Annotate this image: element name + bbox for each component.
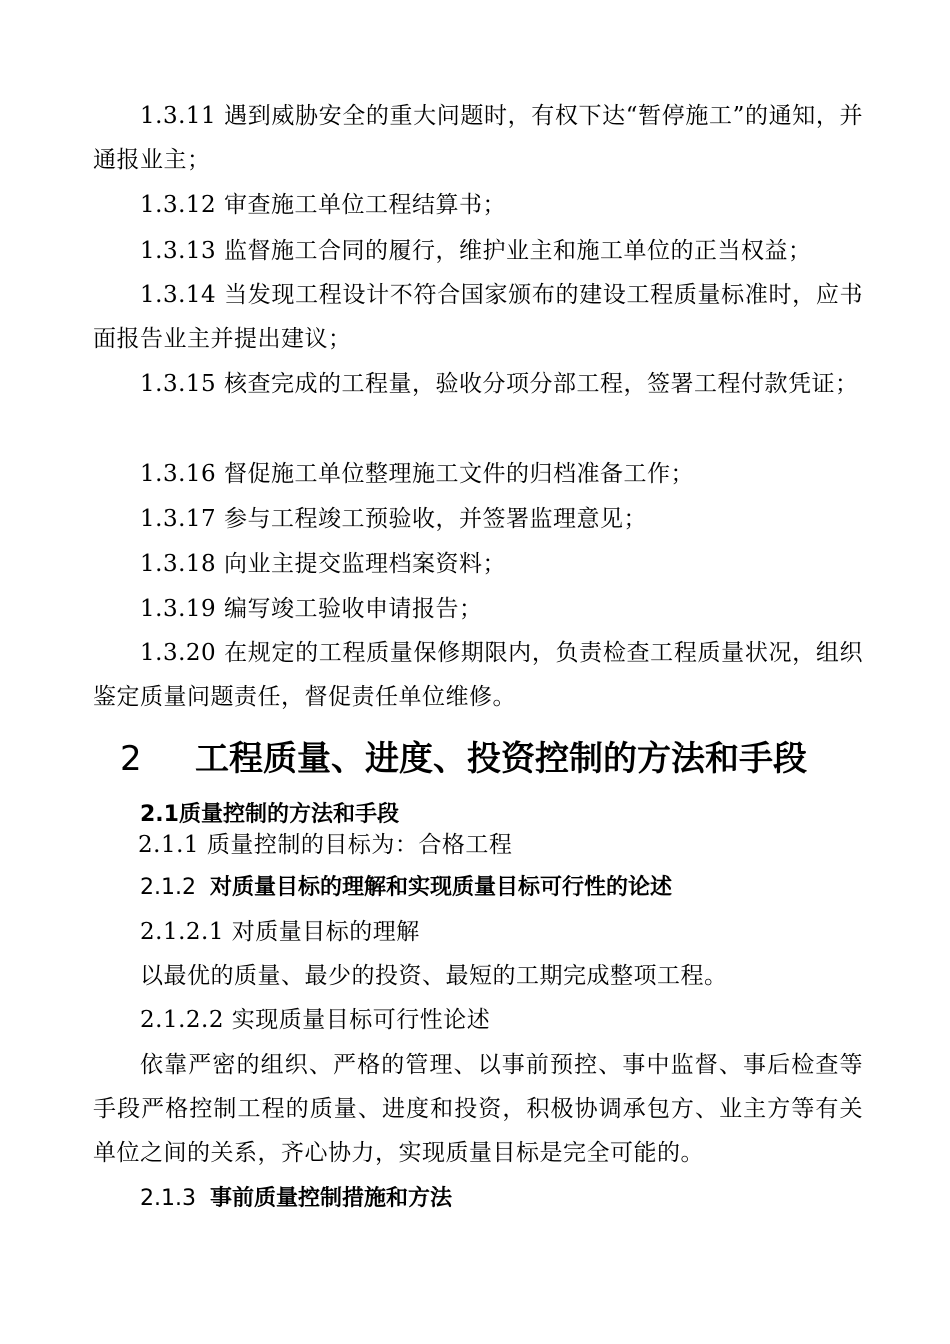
chapter-number: 2 — [120, 739, 142, 779]
feasibility-paragraph: 依靠严密的组织、严格的管理、以事前预控、事中监督、事后检查等手段严格控制工程的质量、进度和投资，积极协调承包方、业主方等有关单位之间的关系，齐心协力，实现质量目标是完全可能的。 — [93, 1052, 863, 1166]
section-heading-2-1-3 — [140, 1184, 452, 1214]
section-title: 事前质量控制措施和方法 — [209, 1186, 452, 1211]
quality-goal-text: 以最优的质量、最少的投资、最短的工期完成整项工程。 — [140, 963, 728, 989]
paragraph-1-3-15: 1.3.15 核查完成的工程量，验收分项分部工程，签署工程付款凭证； — [140, 371, 859, 397]
section-heading-2-1-2 — [140, 873, 672, 903]
paragraph-1-3-19: 1.3.19 编写竣工验收申请报告； — [140, 596, 483, 622]
section-title: 对质量目标的理解和实现质量目标可行性的论述 — [209, 875, 672, 900]
chapter-title: 工程质量、进度、投资控制的方法和手段 — [195, 739, 807, 779]
item-2-1-2-1: 2.1.2.1 对质量目标的理解 — [140, 919, 420, 945]
item-2-1-1: 2.1.1 质量控制的目标为：合格工程 — [138, 832, 513, 858]
paragraph-1-3-18: 1.3.18 向业主提交监理档案资料； — [140, 551, 506, 577]
paragraph-1-3-16: 1.3.16 督促施工单位整理施工文件的归档准备工作； — [140, 461, 694, 487]
paragraph-1-3-12: 1.3.12 审查施工单位工程结算书； — [140, 192, 506, 218]
paragraph-1-3-13: 1.3.13 监督施工合同的履行，维护业主和施工单位的正当权益； — [140, 238, 812, 264]
section-heading-2-1 — [140, 800, 399, 830]
chapter-heading — [120, 736, 807, 782]
section-number: 2.1 — [140, 802, 179, 827]
section-number: 2.1.3 — [140, 1186, 196, 1211]
paragraph-1-3-11: 1.3.11 遇到威胁安全的重大问题时，有权下达“暂停施工”的通知，并通报业主； — [93, 103, 863, 173]
paragraph-1-3-20: 1.3.20 在规定的工程质量保修期限内，负责检查工程质量状况，组织鉴定质量问题责任，督促责任单位维修。 — [93, 640, 863, 710]
paragraph-1-3-17: 1.3.17 参与工程竣工预验收，并签署监理意见； — [140, 506, 647, 532]
paragraph-1-3-14: 1.3.14 当发现工程设计不符合国家颁布的建设工程质量标准时，应书面报告业主并提出建议； — [93, 282, 863, 352]
section-number: 2.1.2 — [140, 875, 196, 900]
item-2-1-2-2: 2.1.2.2 实现质量目标可行性论述 — [140, 1007, 491, 1033]
section-title: 质量控制的方法和手段 — [178, 802, 399, 827]
